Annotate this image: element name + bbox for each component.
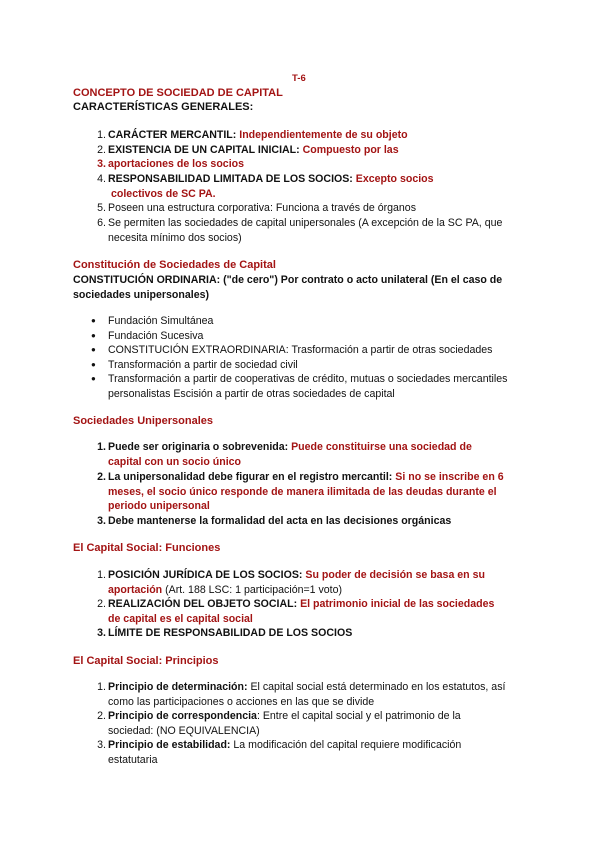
constitucion-intro: CONSTITUCIÓN ORDINARIA: ("de cero") Por contrato o acto unilateral (En el caso de sociedades unipersonales)	[73, 274, 503, 301]
bullet-icon: ●	[91, 345, 96, 354]
list-item: 3. Debe mantenerse la formalidad del acta en las decisiones orgánicas	[97, 515, 452, 527]
list-item: 3. aportaciones de los socios	[97, 158, 244, 170]
list-item: 2. La unipersonalidad debe figurar en el registro mercantil: Si no se inscribe en 6 meses, el socio único responde de manera ilimitada de las deudas durante el periodo unipersonal	[97, 471, 504, 513]
unipersonales-heading: Sociedades Unipersonales	[73, 415, 213, 427]
list-item: 1. Principio de determinación: El capital social está determinado en los estatutos, así como las participaciones o acciones en las que se divide	[97, 681, 506, 708]
page-title: CONCEPTO DE SOCIEDAD DE CAPITAL	[73, 87, 283, 99]
principios-heading: El Capital Social: Principios	[73, 655, 219, 667]
bullet-icon: ●	[91, 316, 96, 325]
doc-label: T-6	[292, 73, 306, 84]
list-item: 3. Principio de estabilidad: La modificación del capital requiere modificación estatutaria	[97, 739, 462, 766]
bullet-icon: ●	[91, 360, 96, 369]
list-item: 6. Se permiten las sociedades de capital unipersonales (A excepción de la SC PA, que necesita mínimo dos socios)	[97, 217, 503, 244]
list-item: 3. LÍMITE DE RESPONSABILIDAD DE LOS SOCIOS	[97, 627, 353, 639]
list-item: 5. Poseen una estructura corporativa: Funciona a través de órganos	[97, 202, 416, 214]
list-item: 4. RESPONSABILIDAD LIMITADA DE LOS SOCIOS: Excepto socios colectivos de SC PA.	[97, 173, 434, 200]
list-item: 2. EXISTENCIA DE UN CAPITAL INICIAL: Compuesto por las	[97, 144, 399, 156]
list-item: 2. Principio de correspondencia: Entre el capital social y el patrimonio de la sociedad: (NO EQUIVALENCIA)	[97, 710, 461, 737]
funciones-heading: El Capital Social: Funciones	[73, 542, 221, 554]
list-item: 1. CARÁCTER MERCANTIL: Independientemente de su objeto	[97, 129, 408, 141]
bullet-icon: ●	[91, 331, 96, 340]
constitucion-heading: Constitución de Sociedades de Capital	[73, 259, 276, 271]
list-item: ● CONSTITUCIÓN EXTRAORDINARIA: Trasformación a partir de otras sociedades	[91, 344, 493, 356]
section-subtitle: CARACTERÍSTICAS GENERALES:	[73, 101, 254, 113]
bullet-icon: ●	[91, 374, 96, 383]
list-item: 1. Puede ser originaria o sobrevenida: Puede constituirse una sociedad de capital con un socio único	[97, 441, 472, 468]
list-item: ● Fundación Sucesiva	[91, 330, 204, 342]
list-item: ● Fundación Simultánea	[91, 315, 214, 327]
list-item: ● Transformación a partir de cooperativas de crédito, mutuas o sociedades mercantiles personalistas Escisión a partir de otras sociedades de capital	[91, 373, 508, 400]
list-item: 1. POSICIÓN JURÍDICA DE LOS SOCIOS: Su poder de decisión se basa en su aportación (Art. 188 LSC: 1 participación=1 voto)	[97, 569, 485, 596]
list-item: ● Transformación a partir de sociedad civil	[91, 359, 298, 371]
list-item: 2. REALIZACIÓN DEL OBJETO SOCIAL: El patrimonio inicial de las sociedades de capital es el capital social	[97, 598, 495, 625]
